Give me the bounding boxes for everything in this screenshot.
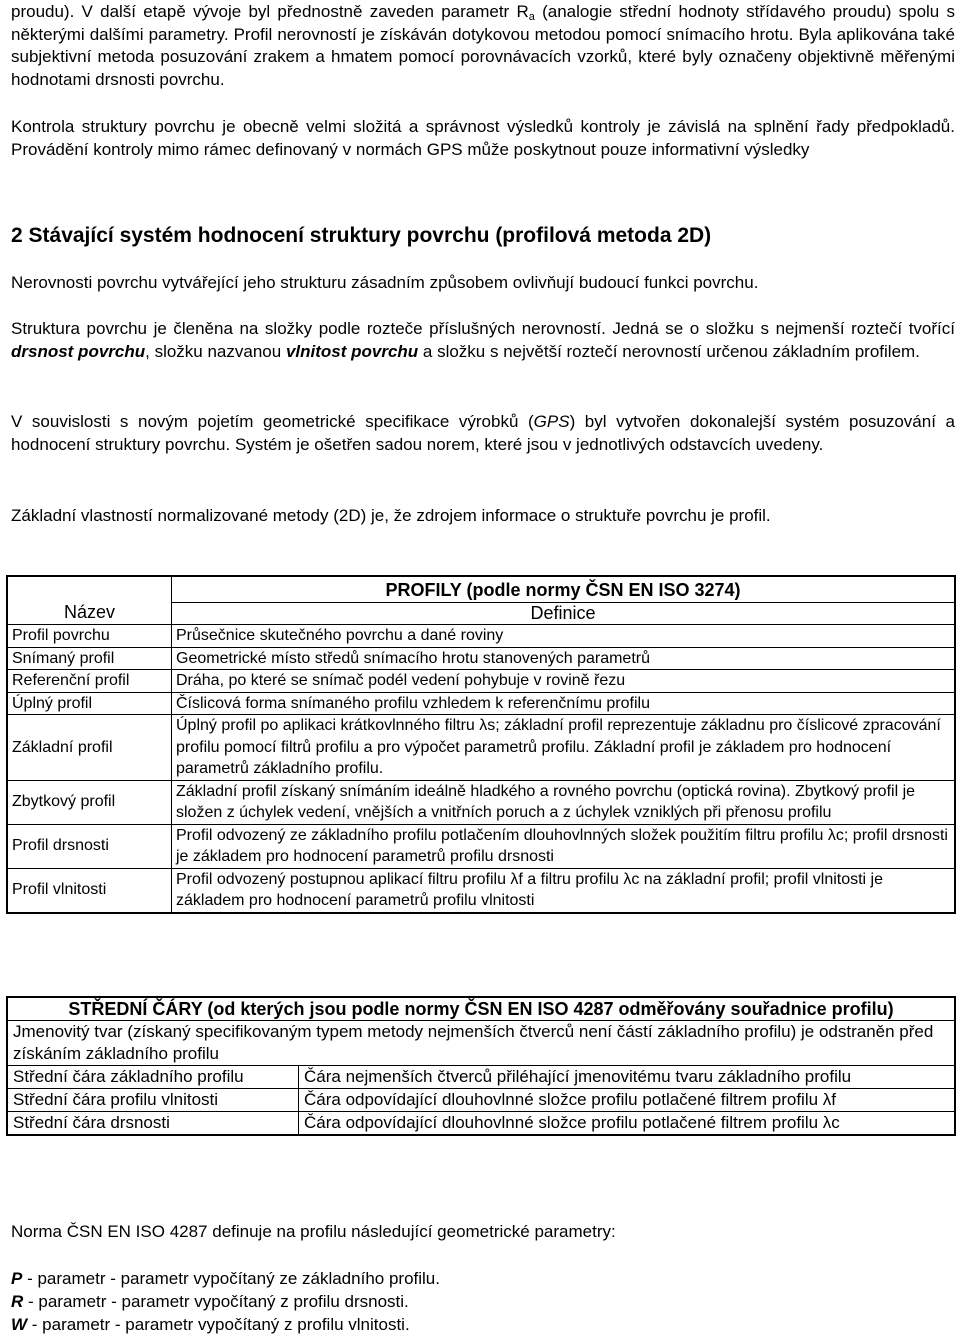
mean-lines-note: Jmenovitý tvar (získaný specifikovaným typem metody nejmenších čtverců není částí základního profilu) je odstraněn před získáním základního profilu bbox=[7, 1021, 955, 1066]
table-row bbox=[7, 625, 955, 648]
row-definition: Profil odvozený ze základního profilu potlačením dlouhovlnných složek použitím filtru profilu λc; profil drsnosti je základem pro hodnocení parametrů profilu drsnosti bbox=[172, 824, 956, 868]
row-definition: Geometrické místo středů snímacího hrotu stanovených parametrů bbox=[172, 647, 956, 670]
row-name: Zbytkový profil bbox=[7, 780, 172, 824]
column-header-definition: Definice bbox=[172, 602, 956, 625]
row-name: Profil drsnosti bbox=[7, 824, 172, 868]
parameter-letter: P bbox=[11, 1269, 23, 1288]
paragraph-iso-4287: Norma ČSN EN ISO 4287 definuje na profilu následující geometrické parametry: bbox=[11, 1222, 616, 1241]
parameter-text: - parametr - parametr vypočítaný z profilu vlnitosti. bbox=[27, 1315, 410, 1334]
column-header-name: Název bbox=[7, 602, 172, 625]
row-definition: Čára nejmenších čtverců přiléhající jmenovitému tvaru základního profilu bbox=[299, 1066, 956, 1089]
table-row bbox=[7, 868, 955, 913]
table-title-row bbox=[7, 576, 955, 602]
paragraph-ra-history bbox=[11, 1, 955, 91]
text-fragment: (analogie střední hodnoty střídavého proudu) spolu s některými dalšími parametry. Profil nerovností je získáván dotykovou metodou pomocí snímacího hrotu. Byla aplikována také subjektivní metoda posuzování zrakem a hmatem pomocí porovnávacích vzorků, které byly označeny objektivně měřenými hodnotami drsnosti povrchu. bbox=[11, 2, 955, 89]
row-definition: Dráha, po které se snímač podél vedení pohybuje v rovině řezu bbox=[172, 670, 956, 693]
text-fragment: , složku nazvanou bbox=[145, 341, 286, 361]
table-header-row bbox=[7, 602, 955, 625]
profiles-table bbox=[6, 575, 956, 914]
subscript-a: a bbox=[528, 11, 535, 23]
row-name: Snímaný profil bbox=[7, 647, 172, 670]
table-cell-empty bbox=[7, 576, 172, 602]
row-name: Profil povrchu bbox=[7, 625, 172, 648]
table-row bbox=[7, 1112, 955, 1136]
row-name: Referenční profil bbox=[7, 670, 172, 693]
row-definition: Číslicová forma snímaného profilu vzhledem k referenčnímu profilu bbox=[172, 692, 956, 715]
table-row bbox=[7, 1066, 955, 1089]
row-definition: Profil odvozený postupnou aplikací filtru profilu λf a filtru profilu λc na základní profil; profil vlnitosti je základem pro hodnocení parametrů profilu vlnitosti bbox=[172, 868, 956, 913]
row-name: Úplný profil bbox=[7, 692, 172, 715]
paragraph-basic-property: Základní vlastností normalizované metody (2D) je, že zdrojem informace o struktuře povrchu je profil. bbox=[11, 506, 771, 525]
text-fragment: Struktura povrchu je členěna na složky podle rozteče příslušných nerovností. Jedná se o složku s nejmenší roztečí tvořící bbox=[11, 319, 955, 338]
text-fragment: ) byl vytvořen dokonalejší systém posuzování a hodnocení struktury povrchu. Systém je ošetřen sadou norem, které jsou v jednotlivých odstavcích uvedeny. bbox=[11, 412, 955, 454]
table-row bbox=[7, 670, 955, 693]
parameter-list bbox=[11, 1267, 440, 1336]
table-row bbox=[7, 1089, 955, 1112]
mean-lines-table-title: STŘEDNÍ ČÁRY (od kterých jsou podle normy ČSN EN ISO 4287 odměřovány souřadnice profilu) bbox=[7, 997, 955, 1021]
term-waviness: vlnitost povrchu bbox=[285, 341, 419, 361]
paragraph-components bbox=[11, 318, 955, 363]
table-title-row bbox=[7, 997, 955, 1021]
row-name: Profil vlnitosti bbox=[7, 868, 172, 913]
row-name: Základní profil bbox=[7, 715, 172, 781]
row-name: Střední čára drsnosti bbox=[7, 1112, 299, 1136]
row-definition: Úplný profil po aplikaci krátkovlnného filtru λs; základní profil reprezentuje základnu pro číslicové zpracování profilu pomocí filtrů profilu a pro výpočet parametrů profilu. Základní profil je základem pro hodnocení parametrů základního profilu. bbox=[172, 715, 956, 781]
paragraph-control-complexity: Kontrola struktury povrchu je obecně velmi složitá a správnost výsledků kontroly je závislá na splnění řady předpokladů. Provádění kontroly mimo rámec definovaný v normách GPS může poskytnout pouze informativní výsledky bbox=[11, 117, 955, 159]
list-item bbox=[11, 1267, 440, 1290]
paragraph-gps bbox=[11, 411, 955, 456]
text-fragment: proudu). V další etapě vývoje byl přednostně zaveden parametr R bbox=[11, 2, 529, 21]
table-row bbox=[7, 780, 955, 824]
table-row bbox=[7, 824, 955, 868]
list-item bbox=[11, 1290, 440, 1313]
list-item bbox=[11, 1313, 440, 1336]
text-fragment: a složku s největší roztečí nerovností určenou základním profilem. bbox=[418, 341, 920, 361]
row-name: Střední čára základního profilu bbox=[7, 1066, 299, 1089]
row-definition: Čára odpovídající dlouhovlnné složce profilu potlačené filtrem profilu λc bbox=[299, 1112, 956, 1136]
paragraph-irregularities: Nerovnosti povrchu vytvářející jeho strukturu zásadním způsobem ovlivňují budoucí funkci povrchu. bbox=[11, 273, 759, 292]
text-fragment: V souvislosti s novým pojetím geometrické specifikace výrobků ( bbox=[11, 412, 534, 431]
mean-lines-table bbox=[6, 996, 956, 1136]
table-note-row bbox=[7, 1021, 955, 1066]
parameter-text: - parametr - parametr vypočítaný z profilu drsnosti. bbox=[23, 1292, 409, 1311]
row-name: Střední čára profilu vlnitosti bbox=[7, 1089, 299, 1112]
parameter-text: - parametr - parametr vypočítaný ze základního profilu. bbox=[22, 1269, 440, 1288]
row-definition: Průsečnice skutečného povrchu a dané roviny bbox=[172, 625, 956, 648]
table-row bbox=[7, 715, 955, 781]
table-row bbox=[7, 647, 955, 670]
term-gps: GPS bbox=[533, 412, 570, 431]
section-heading: 2 Stávající systém hodnocení struktury povrchu (profilová metoda 2D) bbox=[11, 224, 712, 247]
row-definition: Čára odpovídající dlouhovlnné složce profilu potlačené filtrem profilu λf bbox=[299, 1089, 956, 1112]
profiles-table-title: PROFILY (podle normy ČSN EN ISO 3274) bbox=[172, 576, 956, 602]
row-definition: Základní profil získaný snímáním ideálně hladkého a rovného povrchu (optická rovina). Zbytkový profil je složen z úchylek vedení, vnějších a vnitřních poruch a z úchylek vzniklých při přenosu profilu bbox=[172, 780, 956, 824]
term-roughness: drsnost povrchu bbox=[11, 341, 146, 361]
table-row bbox=[7, 692, 955, 715]
parameter-letter: W bbox=[11, 1315, 28, 1334]
parameter-letter: R bbox=[11, 1292, 24, 1311]
